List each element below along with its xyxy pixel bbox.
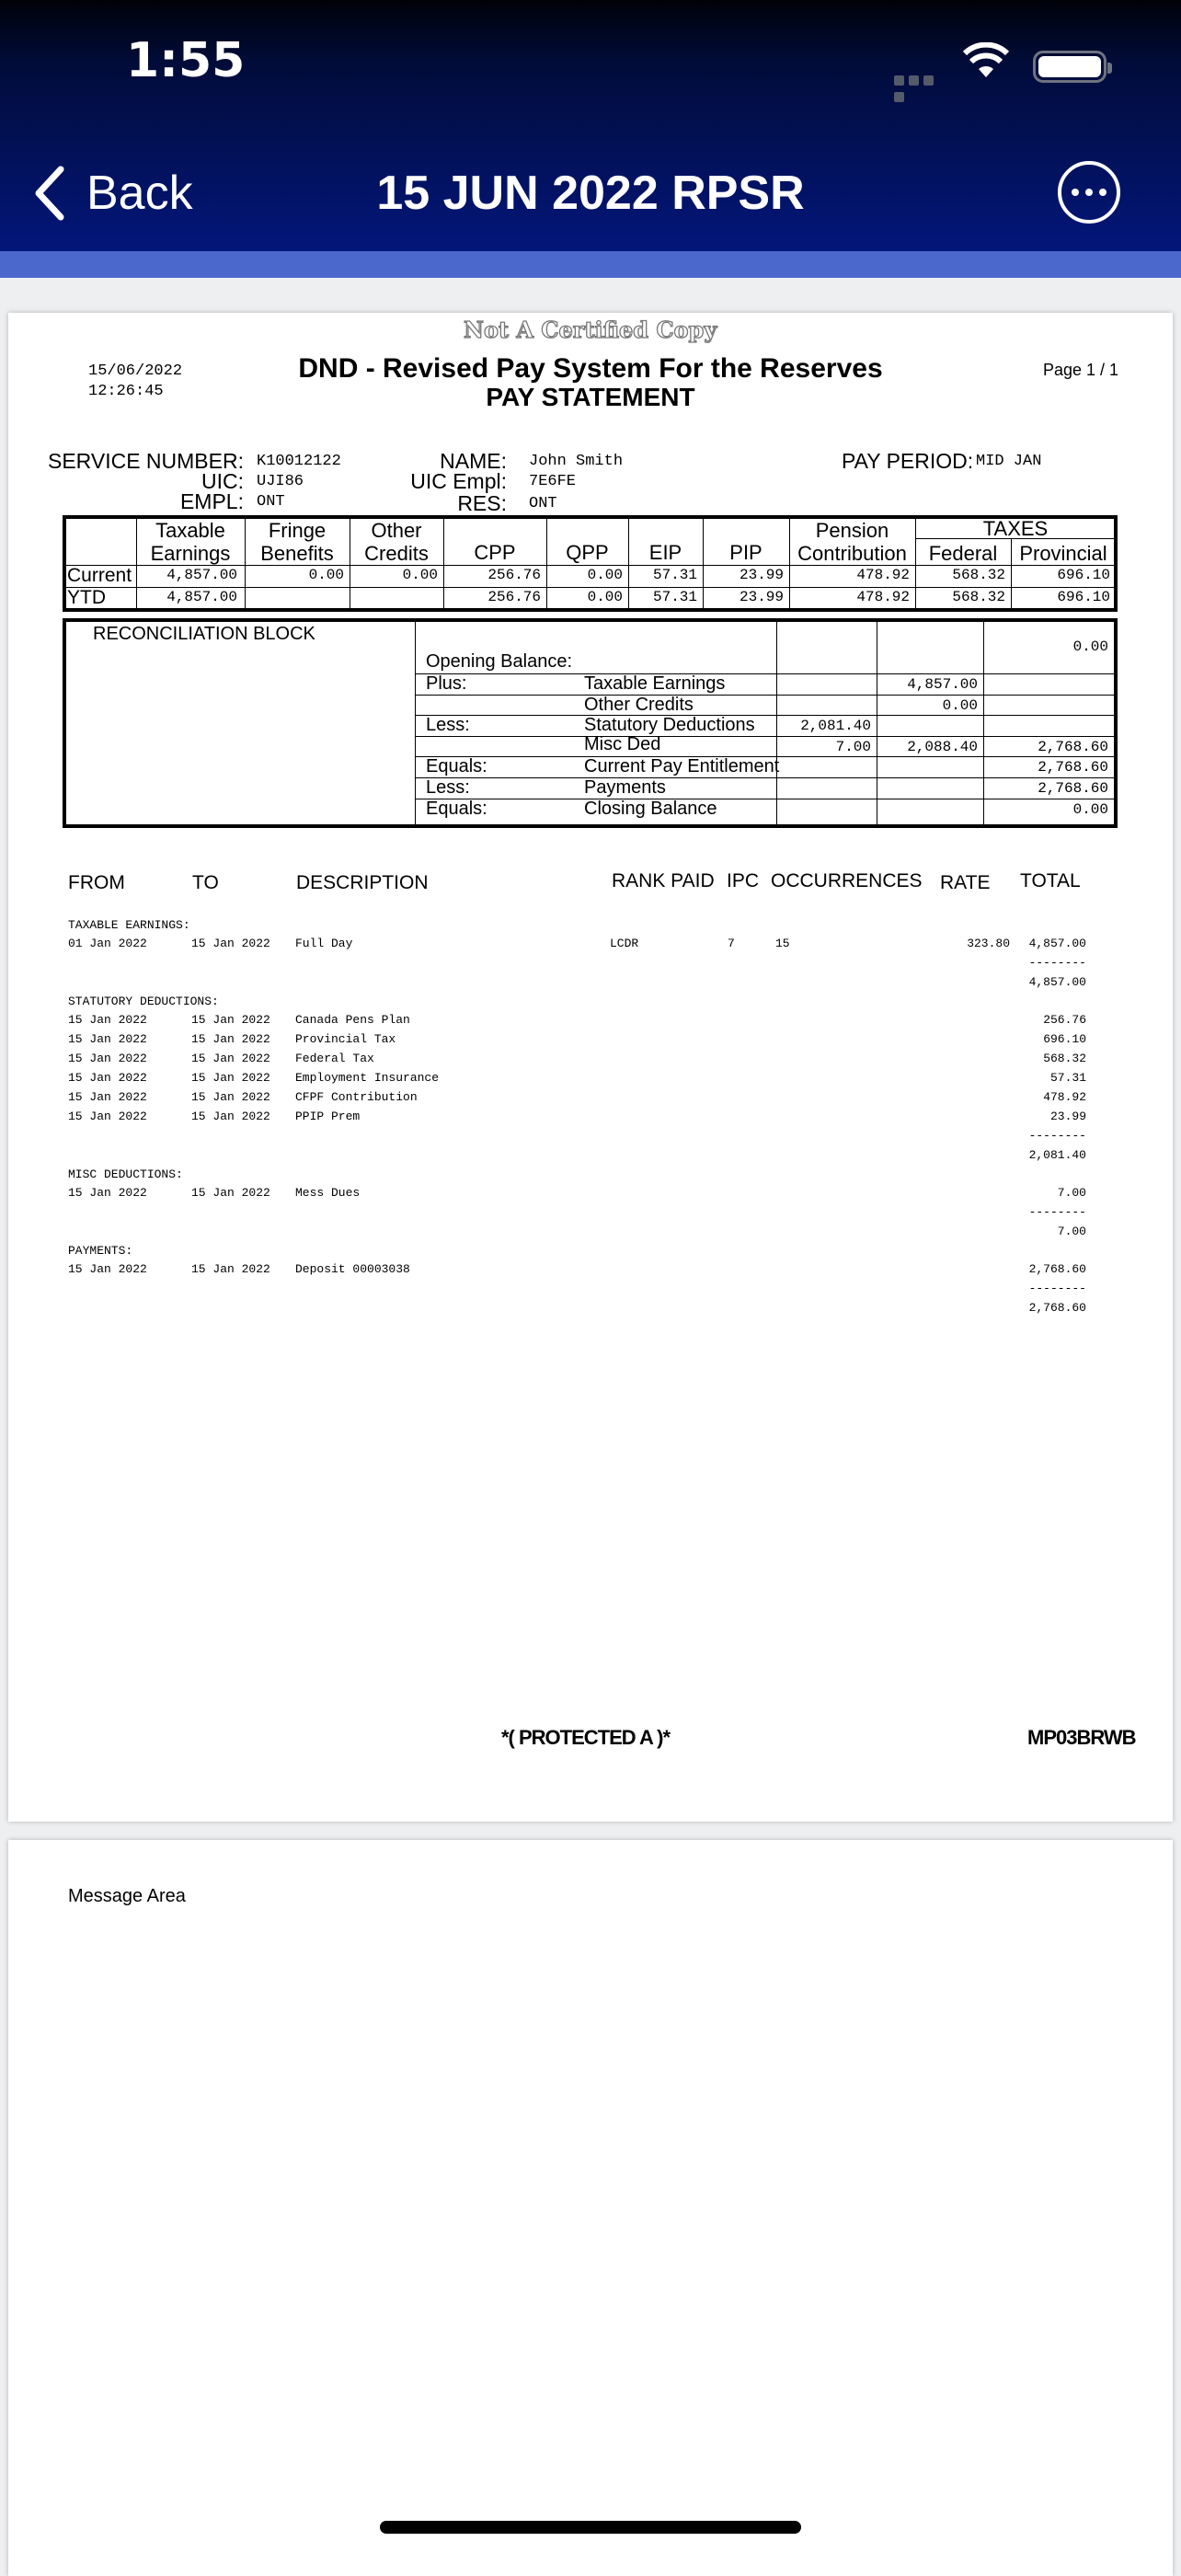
recon-taxable-label: Taxable Earnings: [584, 673, 726, 694]
current-pip: 23.99: [739, 567, 784, 583]
cellular-signal-icon: [894, 74, 951, 85]
statutory-row-from: 15 Jan 2022: [68, 1110, 147, 1123]
header-accent-bar: [0, 251, 1181, 278]
row-ytd-label: YTD: [67, 587, 106, 608]
statutory-row-to: 15 Jan 2022: [191, 1090, 270, 1104]
current-federal: 568.32: [952, 567, 1005, 583]
ytd-qpp: 0.00: [587, 589, 623, 605]
current-fringe: 0.00: [308, 567, 344, 583]
misc-subtotal-rule: --------: [1028, 1205, 1086, 1219]
recon-taxable-value: 4,857.00: [907, 676, 978, 693]
misc-row-to: 15 Jan 2022: [191, 1186, 270, 1200]
payment-row-to: 15 Jan 2022: [191, 1262, 270, 1276]
col-qpp: QPP: [566, 541, 609, 564]
taxable-row-occurrences: 15: [775, 937, 790, 950]
equals-label: Equals:: [426, 756, 487, 776]
statement-time: 12:26:45: [88, 383, 164, 400]
recon-deductions-sum: 2,088.40: [907, 739, 978, 755]
col-fringe-benefits: Fringe Benefits: [260, 519, 334, 565]
uic-empl-label: UIC Empl:: [410, 469, 507, 493]
plus-label: Plus:: [426, 673, 467, 694]
recon-entitlement-label: Current Pay Entitlement: [584, 756, 780, 776]
ytd-federal: 568.32: [952, 589, 1005, 605]
recon-stat-value: 2,081.40: [800, 718, 871, 734]
statutory-row-to: 15 Jan 2022: [191, 1052, 270, 1065]
statutory-row-total: 696.10: [1043, 1032, 1086, 1046]
less2-label: Less:: [426, 777, 470, 798]
statutory-row-description: Canada Pens Plan: [295, 1013, 410, 1027]
taxable-subtotal: 4,857.00: [1028, 975, 1086, 989]
statutory-row-total: 57.31: [1049, 1071, 1086, 1085]
payments-subtotal-rule: --------: [1028, 1282, 1086, 1295]
message-page[interactable]: [8, 1840, 1173, 2576]
col-description: DESCRIPTION: [296, 872, 429, 893]
pay-period-label: PAY PERIOD:: [842, 449, 974, 473]
col-ipc: IPC: [727, 870, 760, 891]
reconciliation-title: RECONCILIATION BLOCK: [93, 624, 315, 644]
col-rank-paid: RANK PAID: [612, 870, 715, 891]
taxable-row-description: Full Day: [295, 937, 353, 950]
statutory-row-to: 15 Jan 2022: [191, 1013, 270, 1027]
name-value: John Smith: [529, 453, 624, 470]
col-provincial: Provincial: [1019, 542, 1107, 565]
ytd-taxable: 4,857.00: [166, 589, 237, 605]
taxable-row-rank: LCDR: [610, 937, 639, 950]
statement-date: 15/06/2022: [88, 362, 183, 380]
recon-closing-label: Closing Balance: [584, 799, 717, 819]
protected-marking: *( PROTECTED A )*: [501, 1726, 671, 1749]
recon-other-label: Other Credits: [584, 695, 694, 715]
col-to: TO: [192, 872, 219, 893]
taxable-row-from: 01 Jan 2022: [68, 937, 147, 950]
col-taxable-earnings: Taxable Earnings: [150, 519, 231, 565]
statutory-row-to: 15 Jan 2022: [191, 1071, 270, 1085]
misc-row-from: 15 Jan 2022: [68, 1186, 147, 1200]
statutory-row-to: 15 Jan 2022: [191, 1032, 270, 1046]
uic-empl-value: 7E6FE: [529, 473, 577, 490]
name-label: NAME:: [440, 449, 507, 473]
ytd-eip: 57.31: [652, 589, 697, 605]
res-value: ONT: [529, 495, 557, 512]
empl-value: ONT: [257, 493, 285, 511]
col-rate: RATE: [940, 872, 991, 893]
ytd-provincial: 696.10: [1057, 589, 1110, 605]
col-cpp: CPP: [474, 541, 516, 564]
col-federal: Federal: [928, 542, 998, 565]
current-other: 0.00: [402, 567, 438, 583]
form-code: MP03BRWB: [1027, 1726, 1136, 1749]
section-statutory-deductions: STATUTORY DEDUCTIONS:: [68, 995, 219, 1008]
recon-entitlement-value: 2,768.60: [1038, 759, 1108, 776]
payment-row-from: 15 Jan 2022: [68, 1262, 147, 1276]
misc-row-total: 7.00: [1057, 1186, 1086, 1200]
chevron-left-icon: [33, 166, 64, 221]
pay-period-value: MID JAN: [976, 453, 1042, 470]
back-label: Back: [86, 167, 193, 220]
taxable-row-to: 15 Jan 2022: [191, 937, 270, 950]
service-number-value: K10012122: [257, 453, 341, 470]
opening-balance-value: 0.00: [1072, 638, 1108, 655]
section-taxable-earnings: TAXABLE EARNINGS:: [68, 918, 190, 932]
uic-value: UJI86: [257, 473, 304, 490]
section-payments: PAYMENTS:: [68, 1244, 133, 1258]
current-qpp: 0.00: [587, 567, 623, 583]
statutory-row-to: 15 Jan 2022: [191, 1110, 270, 1123]
more-icon: [1072, 189, 1079, 196]
current-pension: 478.92: [856, 567, 910, 583]
ytd-pip: 23.99: [739, 589, 784, 605]
more-options-button[interactable]: [1058, 161, 1120, 224]
statutory-row-total: 23.99: [1049, 1110, 1086, 1123]
statutory-row-description: Federal Tax: [295, 1052, 374, 1065]
recon-payments-value: 2,768.60: [1038, 780, 1108, 797]
watermark: Not A Certified Copy: [464, 316, 717, 343]
less-label: Less:: [426, 715, 470, 735]
misc-subtotal: 7.00: [1057, 1225, 1086, 1238]
statutory-row-from: 15 Jan 2022: [68, 1071, 147, 1085]
recon-payments-label: Payments: [584, 777, 666, 798]
col-pip: PIP: [729, 541, 762, 564]
battery-icon: [1033, 51, 1106, 83]
statutory-row-from: 15 Jan 2022: [68, 1090, 147, 1104]
statutory-row-description: PPIP Prem: [295, 1110, 361, 1123]
statutory-row-from: 15 Jan 2022: [68, 1052, 147, 1065]
taxable-row-ipc: 7: [728, 937, 735, 950]
res-label: RES:: [457, 491, 507, 515]
statutory-row-total: 256.76: [1043, 1013, 1086, 1027]
current-taxable: 4,857.00: [166, 567, 237, 583]
payments-subtotal: 2,768.60: [1028, 1301, 1086, 1315]
statutory-row-description: Employment Insurance: [295, 1071, 440, 1085]
message-area-label: Message Area: [68, 1886, 186, 1906]
col-from: FROM: [68, 872, 125, 893]
current-cpp: 256.76: [487, 567, 541, 583]
taxable-row-total: 4,857.00: [1028, 937, 1086, 950]
recon-misc-value: 7.00: [835, 739, 871, 755]
uic-label: UIC:: [201, 469, 244, 493]
statutory-row-total: 478.92: [1043, 1090, 1086, 1104]
col-other-credits: Other Credits: [364, 519, 429, 565]
taxable-row-rate: 323.80: [967, 937, 1010, 950]
misc-row-description: Mess Dues: [295, 1186, 361, 1200]
equals2-label: Equals:: [426, 799, 487, 819]
recon-closing-value: 0.00: [1072, 801, 1108, 818]
empl-label: EMPL:: [179, 489, 244, 513]
recon-stat-label: Statutory Deductions: [584, 715, 755, 735]
col-pension: Pension Contribution: [797, 519, 907, 565]
statement-title: DND - Revised Pay System For the Reserves: [298, 353, 883, 384]
service-number-label: SERVICE NUMBER:: [47, 449, 244, 473]
col-total: TOTAL: [1020, 870, 1081, 891]
payment-row-description: Deposit 00003038: [295, 1262, 410, 1276]
pay-statement-page[interactable]: [8, 313, 1173, 1822]
payment-row-total: 2,768.60: [1028, 1262, 1086, 1276]
statutory-row-from: 15 Jan 2022: [68, 1032, 147, 1046]
status-time: 1:55: [126, 33, 246, 88]
statement-subtitle: PAY STATEMENT: [486, 383, 695, 411]
statutory-subtotal: 2,081.40: [1028, 1148, 1086, 1162]
statutory-row-total: 568.32: [1043, 1052, 1086, 1065]
ytd-pension: 478.92: [856, 589, 910, 605]
statutory-subtotal-rule: --------: [1028, 1129, 1086, 1143]
home-indicator[interactable]: [380, 2521, 801, 2534]
current-provincial: 696.10: [1057, 567, 1110, 583]
row-current-label: Current: [67, 565, 132, 586]
current-eip: 57.31: [652, 567, 697, 583]
page-number: Page 1 / 1: [1043, 361, 1119, 379]
opening-balance-label: Opening Balance:: [426, 651, 573, 672]
col-occurrences: OCCURRENCES: [771, 870, 923, 891]
section-misc-deductions: MISC DEDUCTIONS:: [68, 1167, 183, 1181]
statutory-row-from: 15 Jan 2022: [68, 1013, 147, 1027]
statutory-row-description: CFPF Contribution: [295, 1090, 418, 1104]
taxable-subtotal-rule: --------: [1028, 956, 1086, 970]
col-taxes: TAXES: [982, 517, 1049, 540]
recon-misc-label: Misc Ded: [584, 734, 661, 754]
page-title: 15 JUN 2022 RPSR: [376, 167, 805, 220]
back-button[interactable]: [33, 156, 193, 230]
statutory-row-description: Provincial Tax: [295, 1032, 396, 1046]
recon-subtotal: 2,768.60: [1038, 739, 1108, 755]
recon-other-value: 0.00: [942, 697, 978, 714]
col-eip: EIP: [648, 541, 682, 564]
wifi-icon: [962, 42, 1010, 79]
ytd-cpp: 256.76: [487, 589, 541, 605]
